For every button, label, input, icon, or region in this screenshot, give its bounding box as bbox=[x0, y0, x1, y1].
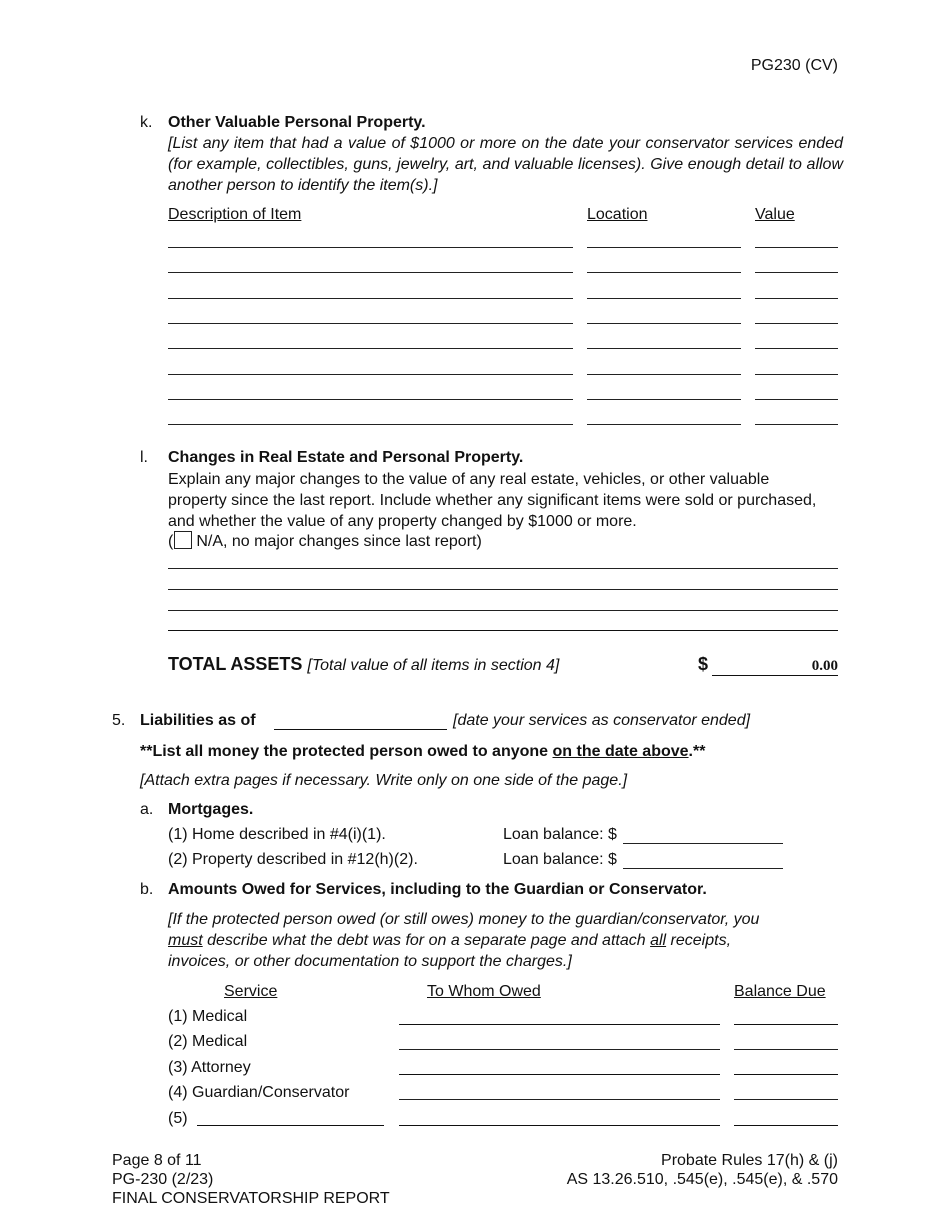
property-value-line bbox=[755, 348, 838, 349]
total-assets-value-line bbox=[712, 675, 838, 676]
property-description-line bbox=[168, 298, 573, 299]
footer-form-version: PG-230 (2/23) bbox=[112, 1171, 214, 1188]
section-k-title: Other Valuable Personal Property. bbox=[168, 114, 426, 131]
list-instruction bbox=[140, 742, 705, 762]
property-description-line bbox=[168, 247, 573, 248]
footer-page-number: Page 8 of 11 bbox=[112, 1152, 202, 1169]
owed-to-row-4-line[interactable] bbox=[399, 1099, 720, 1100]
footer-statutes: AS 13.26.510, .545(e), .545(e), & .570 bbox=[566, 1171, 838, 1188]
service-row-2-label: (2) Medical bbox=[168, 1033, 248, 1050]
note-all: all bbox=[650, 932, 667, 949]
property-value-line bbox=[755, 399, 838, 400]
mortgages-letter: a. bbox=[140, 801, 154, 818]
property-value-line bbox=[755, 424, 838, 425]
explanation-line-1[interactable] bbox=[168, 568, 838, 569]
service-row-3-label: (3) Attorney bbox=[168, 1059, 251, 1076]
col-balance-due-header: Balance Due bbox=[734, 983, 826, 1000]
total-assets-label: TOTAL ASSETS bbox=[168, 654, 303, 674]
property-description-line bbox=[168, 272, 573, 273]
total-assets-row bbox=[168, 654, 559, 676]
balance-row-2-line[interactable] bbox=[734, 1049, 838, 1050]
attach-note: [Attach extra pages if necessary. Write only on one side of the page.] bbox=[140, 772, 628, 789]
service-row-4-label: (4) Guardian/Conservator bbox=[168, 1084, 350, 1101]
property-location-line bbox=[587, 374, 741, 375]
property-value-line bbox=[755, 323, 838, 324]
service-row-5-name-line[interactable] bbox=[197, 1125, 384, 1126]
explanation-line-2[interactable] bbox=[168, 589, 838, 590]
service-row-1-label: (1) Medical bbox=[168, 1008, 248, 1025]
mortgage-1-label: (1) Home described in #4(i)(1). bbox=[168, 826, 386, 843]
list-instruction-date: on the date above bbox=[552, 743, 689, 760]
na-open-paren: ( bbox=[168, 533, 174, 550]
property-location-line bbox=[587, 399, 741, 400]
liabilities-date-note: [date your services as conservator ended] bbox=[453, 712, 751, 729]
section-l-letter: l. bbox=[140, 449, 148, 466]
section-k-letter: k. bbox=[140, 114, 153, 131]
property-location-line bbox=[587, 424, 741, 425]
mortgage-1-balance-line bbox=[623, 843, 783, 844]
total-assets-value[interactable]: 0.00 bbox=[811, 658, 838, 674]
services-note-line-3: invoices, or other documentation to support the charges.] bbox=[168, 953, 572, 970]
section-l-text: Explain any major changes to the value of any real estate, vehicles, or other valuable property since the last report. Include whether any significant items were sold or purchased, and whether the value of any property changed by $1000 or more. bbox=[168, 471, 817, 530]
property-description-line bbox=[168, 374, 573, 375]
col-value-header: Value bbox=[755, 206, 795, 223]
property-description-line bbox=[168, 399, 573, 400]
mortgage-1-balance-label: Loan balance: $ bbox=[503, 826, 617, 843]
property-location-line bbox=[587, 272, 741, 273]
service-row-5-label: (5) bbox=[168, 1110, 188, 1127]
services-note-line-2 bbox=[168, 931, 731, 951]
col-description-header: Description of Item bbox=[168, 206, 302, 223]
note-part-3: receipts, bbox=[666, 932, 732, 949]
total-assets-currency: $ bbox=[698, 654, 709, 674]
property-location-line bbox=[587, 323, 741, 324]
owed-to-row-1-line[interactable] bbox=[399, 1024, 720, 1025]
col-service-header: Service bbox=[224, 983, 278, 1000]
total-assets-note: [Total value of all items in section 4] bbox=[307, 657, 560, 674]
mortgage-2-balance-line bbox=[623, 868, 783, 869]
liabilities-title: Liabilities as of bbox=[140, 712, 256, 729]
form-code: PG230 (CV) bbox=[750, 57, 838, 74]
list-instruction-prefix: **List all money the protected person owed to anyone bbox=[140, 743, 553, 760]
na-label: N/A, no major changes since last report) bbox=[196, 533, 482, 550]
property-value-line bbox=[755, 247, 838, 248]
footer-rules: Probate Rules 17(h) & (j) bbox=[661, 1152, 838, 1169]
property-value-line bbox=[755, 298, 838, 299]
balance-row-3-line[interactable] bbox=[734, 1074, 838, 1075]
na-option bbox=[168, 531, 482, 552]
explanation-line-3[interactable] bbox=[168, 610, 838, 611]
property-location-line bbox=[587, 247, 741, 248]
mortgage-2-balance-label: Loan balance: $ bbox=[503, 851, 617, 868]
services-letter: b. bbox=[140, 881, 154, 898]
property-value-line bbox=[755, 272, 838, 273]
col-location-header: Location bbox=[587, 206, 648, 223]
col-owed-to-header: To Whom Owed bbox=[427, 983, 541, 1000]
explanation-line-4[interactable] bbox=[168, 630, 838, 631]
owed-to-row-2-line[interactable] bbox=[399, 1049, 720, 1050]
services-title: Amounts Owed for Services, including to the Guardian or Conservator. bbox=[168, 881, 707, 898]
list-instruction-suffix: .** bbox=[688, 743, 706, 760]
owed-to-row-5-line[interactable] bbox=[399, 1125, 720, 1126]
note-must: must bbox=[168, 932, 203, 949]
liabilities-date-line bbox=[274, 729, 447, 730]
property-description-line bbox=[168, 424, 573, 425]
property-description-line bbox=[168, 348, 573, 349]
note-part-2: describe what the debt was for on a separate page and attach bbox=[202, 932, 651, 949]
na-checkbox[interactable] bbox=[174, 531, 192, 549]
balance-row-4-line[interactable] bbox=[734, 1099, 838, 1100]
owed-to-row-3-line[interactable] bbox=[399, 1074, 720, 1075]
services-note-line-1: [If the protected person owed (or still owes) money to the guardian/conservator, you bbox=[168, 911, 760, 928]
section-k-instructions: [List any item that had a value of $1000 or more on the date your conservator services ended (for example, collectibles, guns, jewelry, art, and valuable licenses). Give enough detail to allow another person to identify the item(s).] bbox=[168, 135, 843, 194]
property-description-line bbox=[168, 323, 573, 324]
section-5-number: 5. bbox=[112, 712, 126, 729]
footer-form-name: FINAL CONSERVATORSHIP REPORT bbox=[112, 1190, 390, 1207]
property-location-line bbox=[587, 298, 741, 299]
property-location-line bbox=[587, 348, 741, 349]
balance-row-5-line[interactable] bbox=[734, 1125, 838, 1126]
mortgages-title: Mortgages. bbox=[168, 801, 254, 818]
property-value-line bbox=[755, 374, 838, 375]
mortgage-2-label: (2) Property described in #12(h)(2). bbox=[168, 851, 418, 868]
section-l-title: Changes in Real Estate and Personal Property. bbox=[168, 449, 524, 466]
balance-row-1-line[interactable] bbox=[734, 1024, 838, 1025]
